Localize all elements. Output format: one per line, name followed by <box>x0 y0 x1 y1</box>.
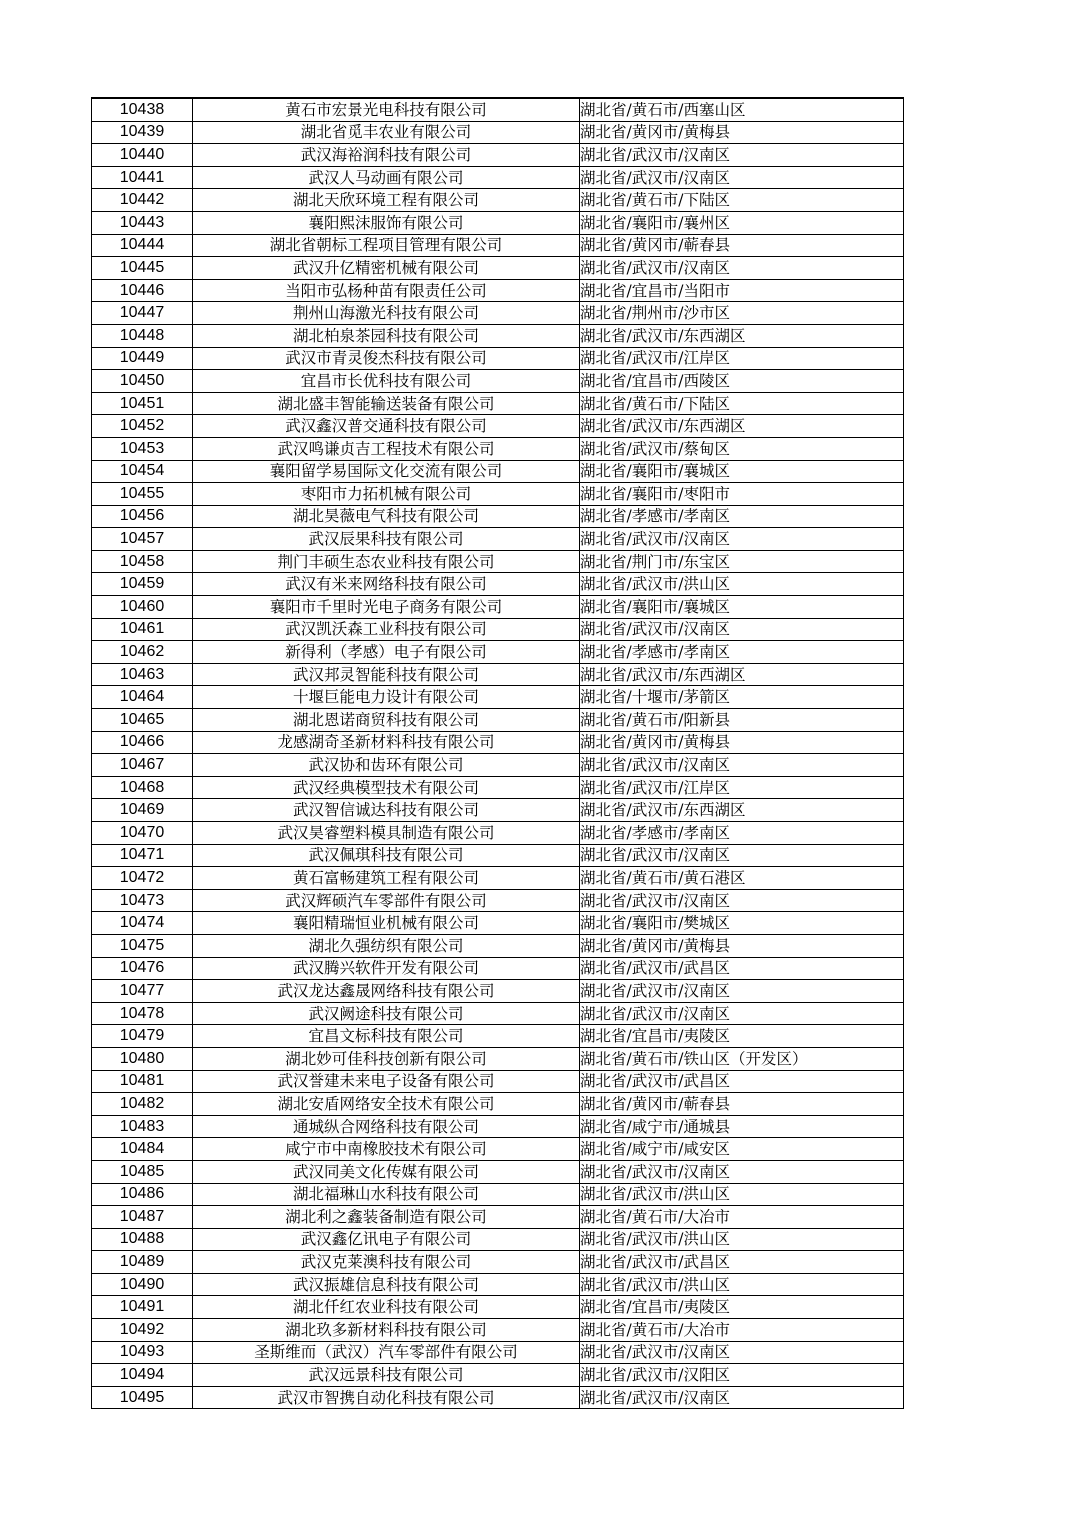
row-number: 10474 <box>92 912 193 935</box>
row-number: 10480 <box>92 1047 193 1070</box>
table-row <box>92 709 904 732</box>
company-name: 武汉市青灵俊杰科技有限公司 <box>193 347 580 370</box>
region-path: 湖北省/武汉市/汉南区 <box>580 144 904 167</box>
region-path: 湖北省/咸宁市/咸安区 <box>580 1138 904 1161</box>
row-number: 10484 <box>92 1138 193 1161</box>
row-number: 10493 <box>92 1341 193 1364</box>
region-path: 湖北省/黄石市/大冶市 <box>580 1206 904 1229</box>
region-path: 湖北省/武汉市/汉南区 <box>580 1386 904 1409</box>
row-number: 10483 <box>92 1115 193 1138</box>
table-row <box>92 347 904 370</box>
company-name: 武汉邦灵智能科技有限公司 <box>193 663 580 686</box>
table-row <box>92 754 904 777</box>
table-row <box>92 257 904 280</box>
row-number: 10479 <box>92 1025 193 1048</box>
region-path: 湖北省/武汉市/东西湖区 <box>580 415 904 438</box>
company-name: 武汉海裕润科技有限公司 <box>193 144 580 167</box>
company-name: 湖北妙可佳科技创新有限公司 <box>193 1047 580 1070</box>
region-path: 湖北省/武汉市/汉南区 <box>580 618 904 641</box>
region-path: 湖北省/襄阳市/樊城区 <box>580 912 904 935</box>
region-path: 湖北省/黄石市/大冶市 <box>580 1319 904 1342</box>
table-row <box>92 1093 904 1116</box>
table-row <box>92 1386 904 1409</box>
company-name: 武汉腾兴软件开发有限公司 <box>193 957 580 980</box>
company-name: 襄阳市千里时光电子商务有限公司 <box>193 596 580 619</box>
region-path: 湖北省/咸宁市/通城县 <box>580 1115 904 1138</box>
company-name: 湖北玖多新材料科技有限公司 <box>193 1319 580 1342</box>
table-row <box>92 573 904 596</box>
company-name: 荆州山海激光科技有限公司 <box>193 302 580 325</box>
company-name: 湖北柏泉茶园科技有限公司 <box>193 324 580 347</box>
row-number: 10486 <box>92 1183 193 1206</box>
region-path: 湖北省/武汉市/汉南区 <box>580 1002 904 1025</box>
table-row <box>92 1025 904 1048</box>
row-number: 10453 <box>92 437 193 460</box>
company-name: 武汉同美文化传媒有限公司 <box>193 1160 580 1183</box>
region-path: 湖北省/十堰市/茅箭区 <box>580 686 904 709</box>
company-name: 湖北昊薇电气科技有限公司 <box>193 505 580 528</box>
company-name: 黄石市宏景光电科技有限公司 <box>193 98 580 121</box>
table-row <box>92 144 904 167</box>
table-row <box>92 1047 904 1070</box>
row-number: 10444 <box>92 234 193 257</box>
row-number: 10452 <box>92 415 193 438</box>
row-number: 10476 <box>92 957 193 980</box>
table-row <box>92 1183 904 1206</box>
region-path: 湖北省/武汉市/汉南区 <box>580 1341 904 1364</box>
row-number: 10438 <box>92 98 193 121</box>
table-row <box>92 1364 904 1387</box>
row-number: 10490 <box>92 1273 193 1296</box>
table-row <box>92 912 904 935</box>
company-name: 武汉佩琪科技有限公司 <box>193 844 580 867</box>
region-path: 湖北省/黄冈市/黄梅县 <box>580 731 904 754</box>
table-row <box>92 618 904 641</box>
company-name: 十堰巨能电力设计有限公司 <box>193 686 580 709</box>
row-number: 10449 <box>92 347 193 370</box>
table-row <box>92 776 904 799</box>
table-row <box>92 980 904 1003</box>
table-row <box>92 867 904 890</box>
region-path: 湖北省/黄冈市/黄梅县 <box>580 934 904 957</box>
region-path: 湖北省/武汉市/武昌区 <box>580 957 904 980</box>
row-number: 10441 <box>92 166 193 189</box>
region-path: 湖北省/武汉市/洪山区 <box>580 1273 904 1296</box>
row-number: 10462 <box>92 641 193 664</box>
region-path: 湖北省/武汉市/蔡甸区 <box>580 437 904 460</box>
company-name: 武汉凯沃森工业科技有限公司 <box>193 618 580 641</box>
region-path: 湖北省/荆门市/东宝区 <box>580 550 904 573</box>
table-row <box>92 234 904 257</box>
row-number: 10478 <box>92 1002 193 1025</box>
row-number: 10487 <box>92 1206 193 1229</box>
region-path: 湖北省/武汉市/江岸区 <box>580 776 904 799</box>
region-path: 湖北省/宜昌市/夷陵区 <box>580 1025 904 1048</box>
company-name: 龙感湖奇圣新材料科技有限公司 <box>193 731 580 754</box>
row-number: 10494 <box>92 1364 193 1387</box>
company-name: 武汉振雄信息科技有限公司 <box>193 1273 580 1296</box>
company-name: 圣斯维而（武汉）汽车零部件有限公司 <box>193 1341 580 1364</box>
company-name: 武汉经典模型技术有限公司 <box>193 776 580 799</box>
table-row <box>92 641 904 664</box>
company-name: 湖北天欣环境工程有限公司 <box>193 189 580 212</box>
company-name: 襄阳留学易国际文化交流有限公司 <box>193 460 580 483</box>
table-row <box>92 550 904 573</box>
company-name: 湖北省朝标工程项目管理有限公司 <box>193 234 580 257</box>
region-path: 湖北省/武汉市/武昌区 <box>580 1251 904 1274</box>
table-row <box>92 1319 904 1342</box>
region-path: 湖北省/襄阳市/枣阳市 <box>580 483 904 506</box>
table-row <box>92 934 904 957</box>
row-number: 10463 <box>92 663 193 686</box>
company-name: 枣阳市力拓机械有限公司 <box>193 483 580 506</box>
row-number: 10470 <box>92 822 193 845</box>
row-number: 10473 <box>92 889 193 912</box>
region-path: 湖北省/宜昌市/西陵区 <box>580 370 904 393</box>
company-name: 湖北省觅丰农业有限公司 <box>193 121 580 144</box>
region-path: 湖北省/孝感市/孝南区 <box>580 641 904 664</box>
region-path: 湖北省/黄石市/铁山区（开发区） <box>580 1047 904 1070</box>
region-path: 湖北省/黄冈市/黄梅县 <box>580 121 904 144</box>
table-row <box>92 279 904 302</box>
company-name: 湖北久强纺织有限公司 <box>193 934 580 957</box>
table-row <box>92 1206 904 1229</box>
region-path: 湖北省/武汉市/汉阳区 <box>580 1364 904 1387</box>
row-number: 10468 <box>92 776 193 799</box>
row-number: 10445 <box>92 257 193 280</box>
table-row <box>92 1341 904 1364</box>
region-path: 湖北省/黄石市/阳新县 <box>580 709 904 732</box>
region-path: 湖北省/武汉市/汉南区 <box>580 754 904 777</box>
row-number: 10450 <box>92 370 193 393</box>
region-path: 湖北省/武汉市/武昌区 <box>580 1070 904 1093</box>
row-number: 10451 <box>92 392 193 415</box>
company-name: 湖北利之鑫装备制造有限公司 <box>193 1206 580 1229</box>
table-row <box>92 166 904 189</box>
row-number: 10440 <box>92 144 193 167</box>
company-name: 湖北福琳山水科技有限公司 <box>193 1183 580 1206</box>
table-row <box>92 799 904 822</box>
region-path: 湖北省/武汉市/东西湖区 <box>580 663 904 686</box>
region-path: 湖北省/宜昌市/夷陵区 <box>580 1296 904 1319</box>
row-number: 10442 <box>92 189 193 212</box>
company-name: 黄石富畅建筑工程有限公司 <box>193 867 580 890</box>
region-path: 湖北省/武汉市/汉南区 <box>580 528 904 551</box>
table-row <box>92 505 904 528</box>
region-path: 湖北省/武汉市/江岸区 <box>580 347 904 370</box>
region-path: 湖北省/黄石市/黄石港区 <box>580 867 904 890</box>
table-row <box>92 1228 904 1251</box>
table-row <box>92 483 904 506</box>
row-number: 10443 <box>92 211 193 234</box>
table-row <box>92 1138 904 1161</box>
company-name: 武汉阙途科技有限公司 <box>193 1002 580 1025</box>
company-name: 襄阳熙沫服饰有限公司 <box>193 211 580 234</box>
company-name: 通城纵合网络科技有限公司 <box>193 1115 580 1138</box>
row-number: 10439 <box>92 121 193 144</box>
region-path: 湖北省/荆州市/沙市区 <box>580 302 904 325</box>
company-name: 武汉协和齿环有限公司 <box>193 754 580 777</box>
row-number: 10471 <box>92 844 193 867</box>
row-number: 10489 <box>92 1251 193 1274</box>
table-row <box>92 1002 904 1025</box>
table-row <box>92 392 904 415</box>
table-row <box>92 596 904 619</box>
region-path: 湖北省/黄冈市/蕲春县 <box>580 1093 904 1116</box>
company-name: 武汉远景科技有限公司 <box>193 1364 580 1387</box>
company-name: 武汉克莱澳科技有限公司 <box>193 1251 580 1274</box>
company-name: 荆门丰硕生态农业科技有限公司 <box>193 550 580 573</box>
table-row <box>92 98 904 121</box>
table-row <box>92 415 904 438</box>
row-number: 10472 <box>92 867 193 890</box>
row-number: 10467 <box>92 754 193 777</box>
row-number: 10454 <box>92 460 193 483</box>
table-row <box>92 1115 904 1138</box>
row-number: 10477 <box>92 980 193 1003</box>
company-name: 武汉鑫亿讯电子有限公司 <box>193 1228 580 1251</box>
region-path: 湖北省/武汉市/汉南区 <box>580 166 904 189</box>
table-row <box>92 1251 904 1274</box>
region-path: 湖北省/襄阳市/襄州区 <box>580 211 904 234</box>
company-name: 武汉誉建未来电子设备有限公司 <box>193 1070 580 1093</box>
row-number: 10488 <box>92 1228 193 1251</box>
company-name: 武汉有米来网络科技有限公司 <box>193 573 580 596</box>
row-number: 10464 <box>92 686 193 709</box>
region-path: 湖北省/孝感市/孝南区 <box>580 822 904 845</box>
company-name: 襄阳精瑞恒业机械有限公司 <box>193 912 580 935</box>
table-row <box>92 437 904 460</box>
table-row <box>92 302 904 325</box>
row-number: 10456 <box>92 505 193 528</box>
table-row <box>92 121 904 144</box>
region-path: 湖北省/武汉市/洪山区 <box>580 1228 904 1251</box>
region-path: 湖北省/黄石市/下陆区 <box>580 189 904 212</box>
company-name: 武汉人马动画有限公司 <box>193 166 580 189</box>
row-number: 10485 <box>92 1160 193 1183</box>
table-row <box>92 663 904 686</box>
company-name: 武汉智信诚达科技有限公司 <box>193 799 580 822</box>
company-name: 咸宁市中南橡胶技术有限公司 <box>193 1138 580 1161</box>
table-row <box>92 460 904 483</box>
company-name: 武汉龙达鑫晟网络科技有限公司 <box>193 980 580 1003</box>
row-number: 10460 <box>92 596 193 619</box>
company-name: 武汉升亿精密机械有限公司 <box>193 257 580 280</box>
row-number: 10492 <box>92 1319 193 1342</box>
region-path: 湖北省/襄阳市/襄城区 <box>580 460 904 483</box>
company-name: 武汉辉硕汽车零部件有限公司 <box>193 889 580 912</box>
row-number: 10466 <box>92 731 193 754</box>
company-name: 湖北恩诺商贸科技有限公司 <box>193 709 580 732</box>
region-path: 湖北省/武汉市/汉南区 <box>580 889 904 912</box>
row-number: 10482 <box>92 1093 193 1116</box>
table-row <box>92 1296 904 1319</box>
company-list-body <box>92 98 904 1409</box>
row-number: 10455 <box>92 483 193 506</box>
company-name: 湖北盛丰智能输送装备有限公司 <box>193 392 580 415</box>
row-number: 10447 <box>92 302 193 325</box>
row-number: 10495 <box>92 1386 193 1409</box>
row-number: 10461 <box>92 618 193 641</box>
region-path: 湖北省/武汉市/洪山区 <box>580 1183 904 1206</box>
table-row <box>92 370 904 393</box>
table-row <box>92 844 904 867</box>
region-path: 湖北省/武汉市/东西湖区 <box>580 799 904 822</box>
table-row <box>92 731 904 754</box>
row-number: 10475 <box>92 934 193 957</box>
region-path: 湖北省/武汉市/汉南区 <box>580 980 904 1003</box>
company-list-table <box>91 97 904 1409</box>
row-number: 10469 <box>92 799 193 822</box>
row-number: 10458 <box>92 550 193 573</box>
region-path: 湖北省/武汉市/东西湖区 <box>580 324 904 347</box>
region-path: 湖北省/黄石市/下陆区 <box>580 392 904 415</box>
row-number: 10491 <box>92 1296 193 1319</box>
row-number: 10459 <box>92 573 193 596</box>
table-row <box>92 1273 904 1296</box>
row-number: 10481 <box>92 1070 193 1093</box>
table-row <box>92 822 904 845</box>
table-row <box>92 686 904 709</box>
region-path: 湖北省/武汉市/汉南区 <box>580 844 904 867</box>
row-number: 10457 <box>92 528 193 551</box>
row-number: 10448 <box>92 324 193 347</box>
region-path: 湖北省/武汉市/洪山区 <box>580 573 904 596</box>
region-path: 湖北省/武汉市/汉南区 <box>580 257 904 280</box>
company-name: 武汉市智携自动化科技有限公司 <box>193 1386 580 1409</box>
region-path: 湖北省/宜昌市/当阳市 <box>580 279 904 302</box>
table-row <box>92 324 904 347</box>
row-number: 10465 <box>92 709 193 732</box>
company-name: 宜昌市长优科技有限公司 <box>193 370 580 393</box>
company-name: 湖北安盾网络安全技术有限公司 <box>193 1093 580 1116</box>
table-row <box>92 1070 904 1093</box>
table-row <box>92 957 904 980</box>
region-path: 湖北省/武汉市/汉南区 <box>580 1160 904 1183</box>
company-name: 新得利（孝感）电子有限公司 <box>193 641 580 664</box>
company-name: 武汉辰果科技有限公司 <box>193 528 580 551</box>
region-path: 湖北省/黄冈市/蕲春县 <box>580 234 904 257</box>
table-row <box>92 211 904 234</box>
region-path: 湖北省/襄阳市/襄城区 <box>580 596 904 619</box>
region-path: 湖北省/孝感市/孝南区 <box>580 505 904 528</box>
region-path: 湖北省/黄石市/西塞山区 <box>580 98 904 121</box>
row-number: 10446 <box>92 279 193 302</box>
company-name: 当阳市弘杨种苗有限责任公司 <box>193 279 580 302</box>
table-row <box>92 889 904 912</box>
table-row <box>92 528 904 551</box>
table-row <box>92 189 904 212</box>
company-name: 宜昌文标科技有限公司 <box>193 1025 580 1048</box>
company-name: 武汉昊睿塑料模具制造有限公司 <box>193 822 580 845</box>
company-name: 武汉鸣谦贞吉工程技术有限公司 <box>193 437 580 460</box>
company-name: 武汉鑫汉普交通科技有限公司 <box>193 415 580 438</box>
table-row <box>92 1160 904 1183</box>
company-name: 湖北仟红农业科技有限公司 <box>193 1296 580 1319</box>
